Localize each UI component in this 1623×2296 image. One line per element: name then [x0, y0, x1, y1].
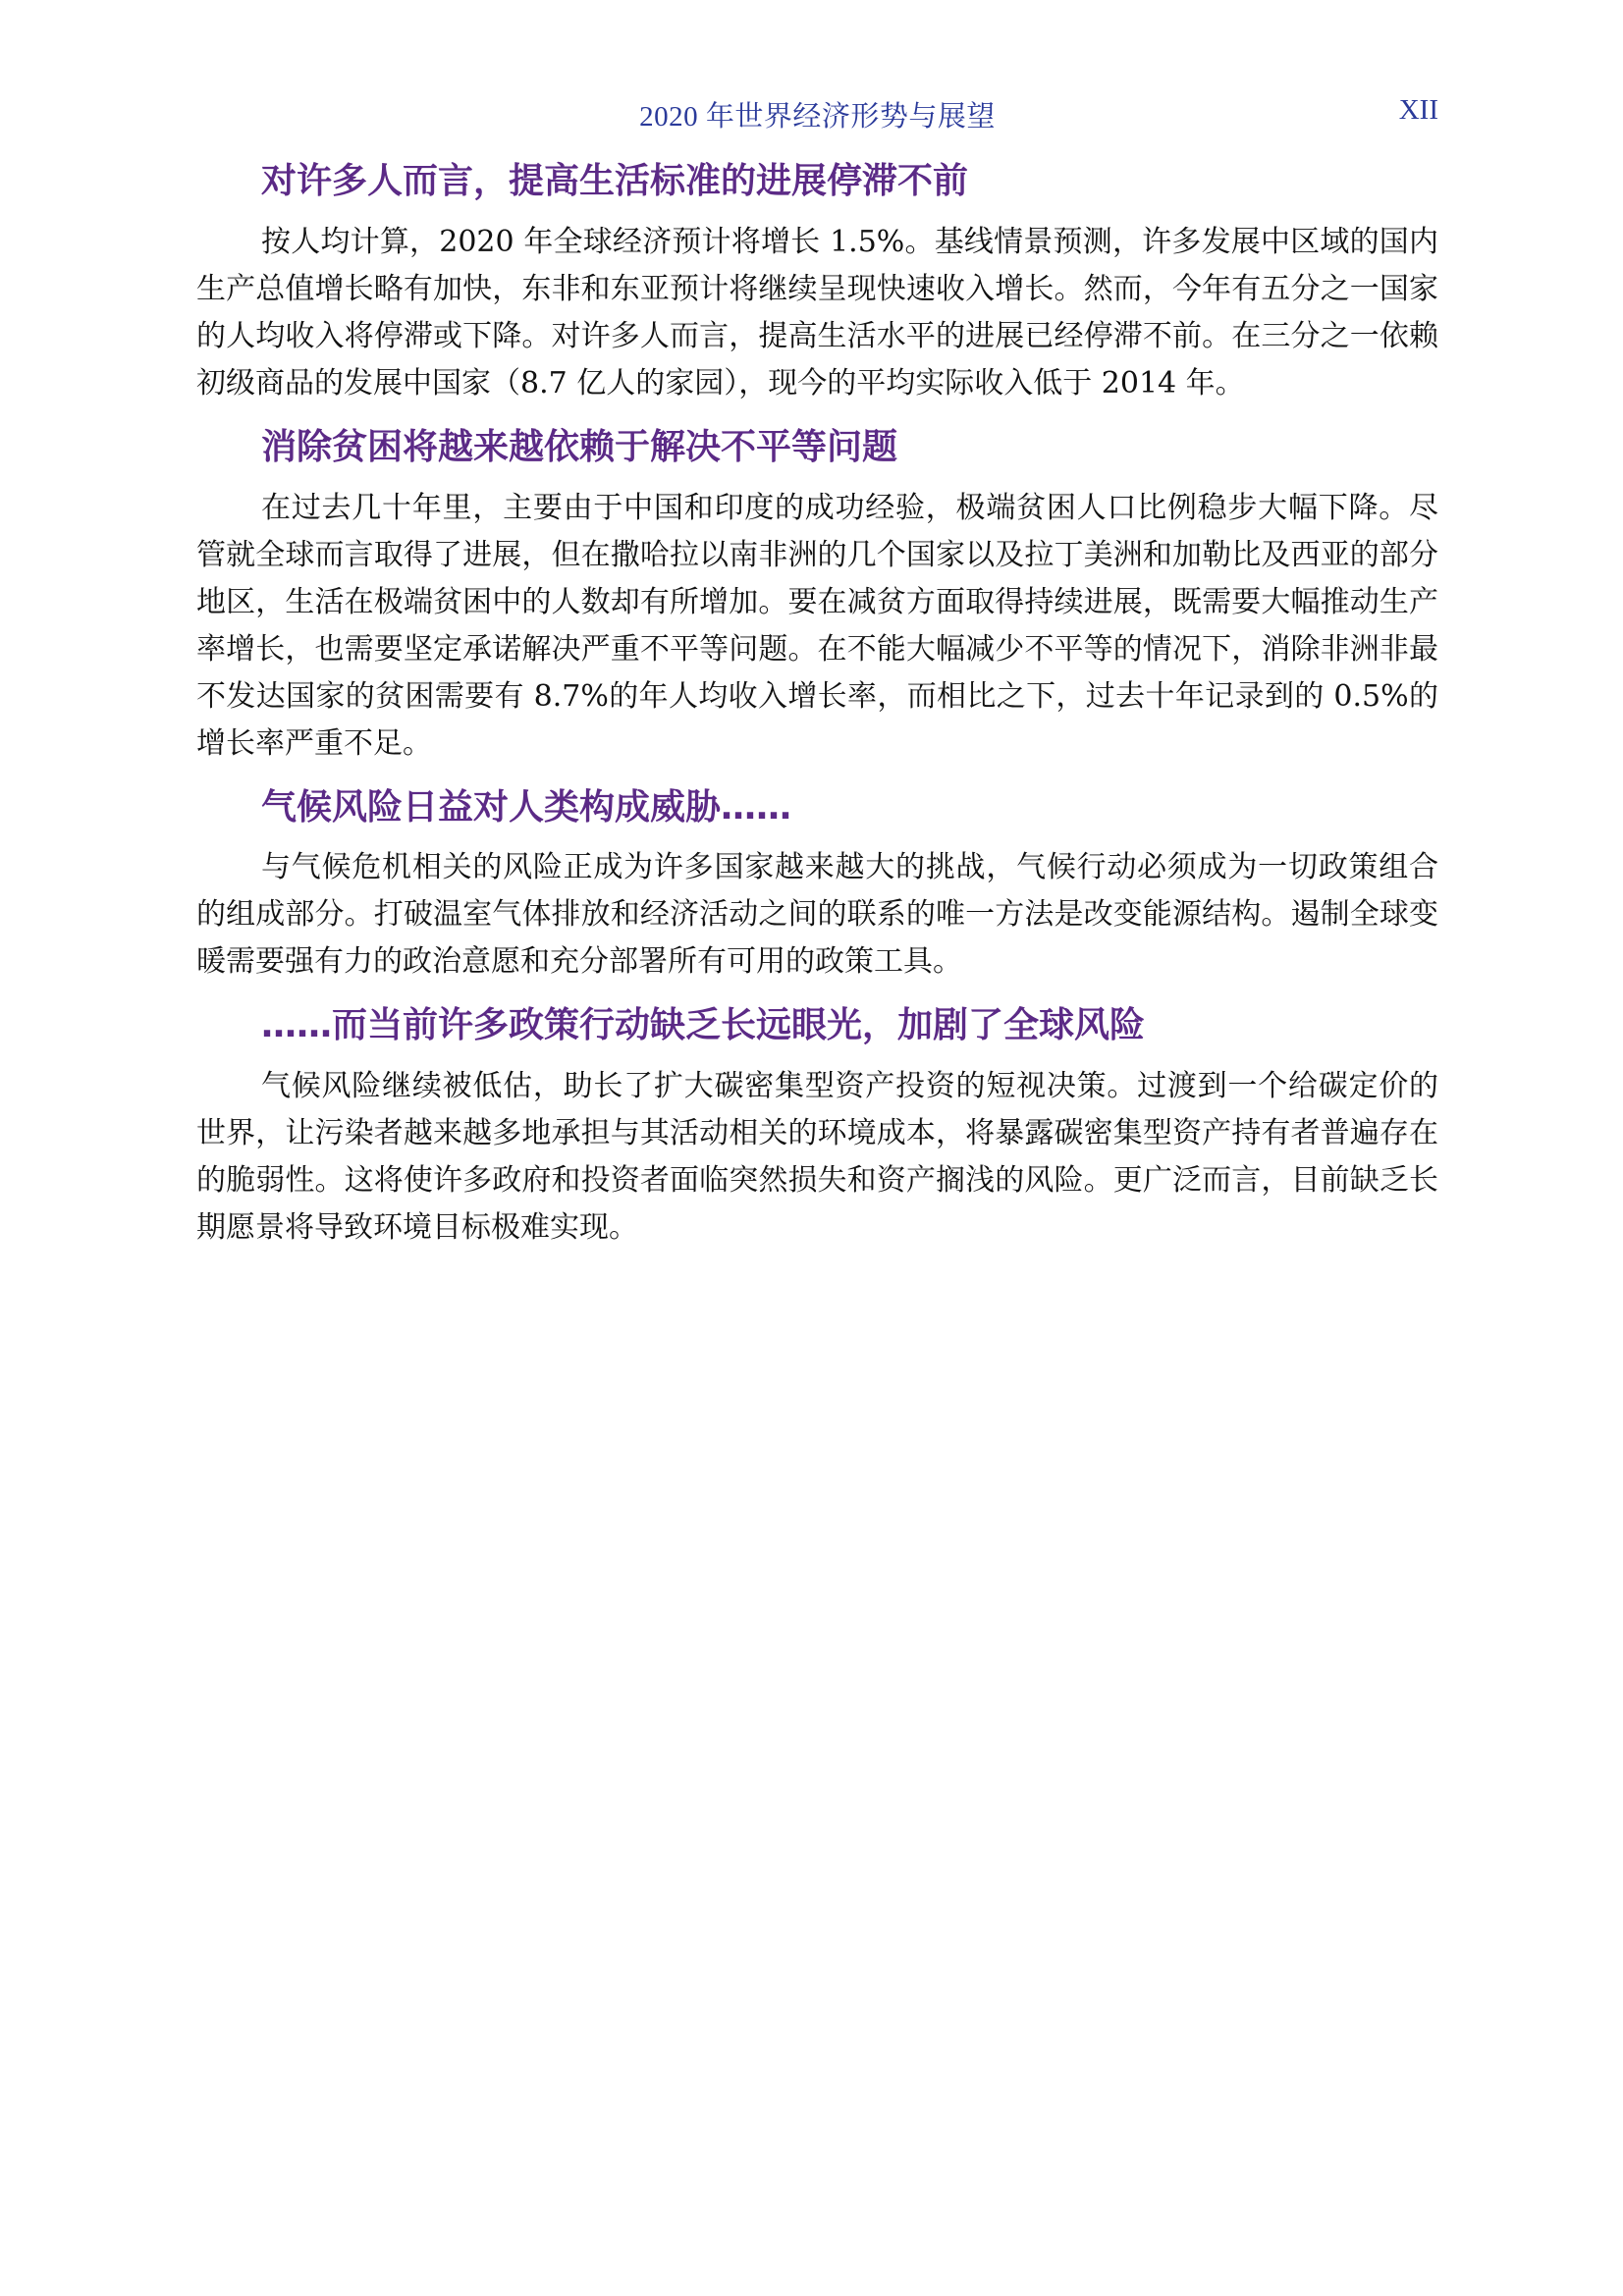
section-paragraph: 与气候危机相关的风险正成为许多国家越来越大的挑战，气候行动必须成为一切政策组合的组成部分。打破温室气体排放和经济活动之间的联系的唯一方法是改变能源结构。遏制全球变暖需要强有力的政治意愿和充分部署所有可用的政策工具。	[196, 850, 1438, 980]
section-living-standards	[196, 159, 1438, 407]
section-policy-shortsightedness	[196, 1003, 1438, 1252]
section-paragraph: 按人均计算，2020 年全球经济预计将增长 1.5%。基线情景预测，许多发展中区域的国内生产总值增长略有加快，东非和东亚预计将继续呈现快速收入增长。然而，今年有五分之一国家的人均收入将停滞或下降。对许多人而言，提高生活水平的进展已经停滞不前。在三分之一依赖初级商品的发展中国家（8.7 亿人的家园），现今的平均实际收入低于 2014 年。	[196, 224, 1438, 400]
running-header	[196, 94, 1438, 133]
page-number: XII	[1398, 94, 1438, 126]
section-paragraph: 在过去几十年里，主要由于中国和印度的成功经验，极端贫困人口比例稳步大幅下降。尽管就全球而言取得了进展，但在撒哈拉以南非洲的几个国家以及拉丁美洲和加勒比及西亚的部分地区，生活在极端贫困中的人数却有所增加。要在减贫方面取得持续进展，既需要大幅推动生产率增长，也需要坚定承诺解决严重不平等问题。在不能大幅减少不平等的情况下，消除非洲非最不发达国家的贫困需要有 8.7%的年人均收入增长率，而相比之下，过去十年记录到的 0.5%的增长率严重不足。	[196, 490, 1438, 761]
section-climate-risk	[196, 785, 1438, 987]
section-heading: ……而当前许多政策行动缺乏长远眼光，加剧了全球风险	[261, 1005, 1146, 1046]
section-paragraph: 气候风险继续被低估，助长了扩大碳密集型资产投资的短视决策。过渡到一个给碳定价的世界，让污染者越来越多地承担与其活动相关的环境成本，将暴露碳密集型资产持有者普遍存在的脆弱性。这将使许多政府和投资者面临突然损失和资产搁浅的风险。更广泛而言，目前缺乏长期愿景将导致环境目标极难实现。	[196, 1069, 1438, 1246]
section-poverty-inequality	[196, 425, 1438, 768]
section-heading: 消除贫困将越来越依赖于解决不平等问题	[261, 426, 898, 467]
section-heading: 对许多人而言，提高生活标准的进展停滞不前	[261, 161, 969, 201]
main-content	[196, 149, 1438, 1269]
section-heading: 气候风险日益对人类构成威胁……	[261, 786, 792, 828]
header-title: 2020 年世界经济形势与展望	[639, 101, 996, 133]
